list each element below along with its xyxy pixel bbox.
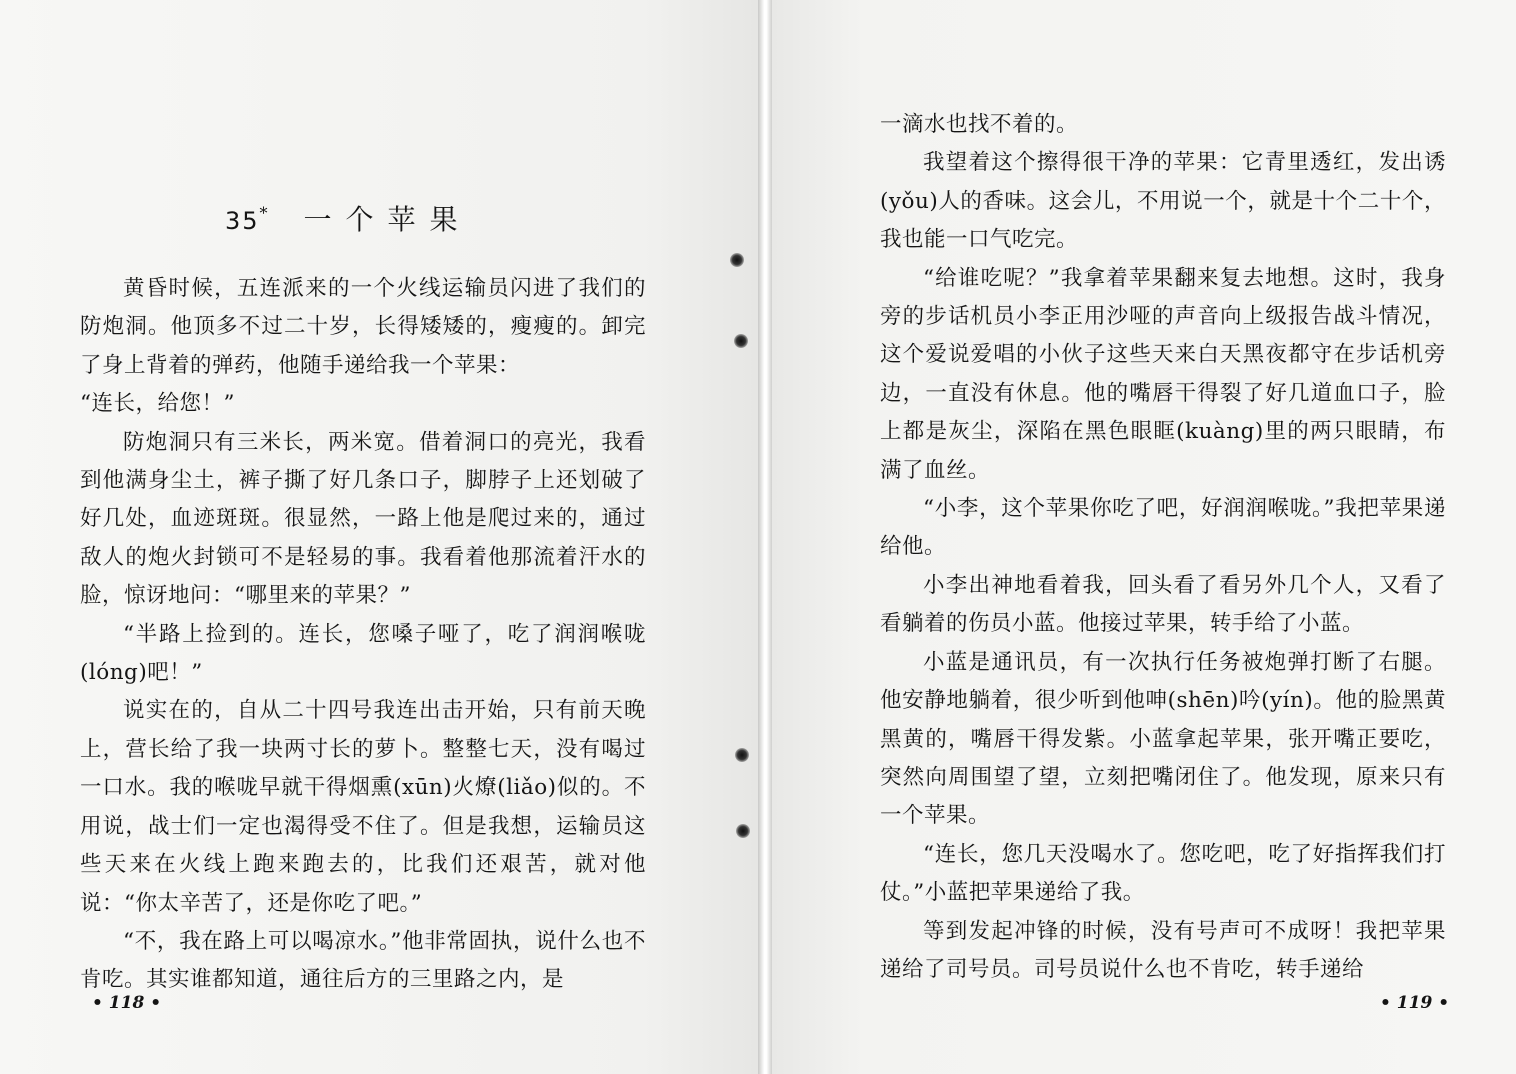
paragraph: “小李，这个苹果你吃了吧，好润润喉咙。”我把苹果递给他。 <box>880 496 1446 560</box>
paragraph: 我望着这个擦得很干净的苹果：它青里透红，发出诱(yǒu)人的香味。这会儿，不用说一个，就是十个二十个，我也能一口气吃完。 <box>880 150 1446 253</box>
chapter-title-text: 一个苹果 <box>303 203 472 236</box>
paragraph: “连长，您几天没喝水了。您吃吧，吃了好指挥我们打仗。”小蓝把苹果递给了我。 <box>880 841 1446 906</box>
paragraph: 防炮洞只有三米长，两米宽。借着洞口的亮光，我看到他满身尘土，裤子撕了好几条口子，脚脖子上还划破了好几处，血迹斑斑。很显然，一路上他是爬过来的，通过敌人的炮火封锁可不是轻易的事。我看着他那流着汗水的脸，惊讶地问：“哪里来的苹果？” <box>80 429 646 609</box>
page-number: • 119 • <box>1380 993 1450 1013</box>
paragraph: “不，我在路上可以喝凉水。”他非常固执，说什么也不肯吃。其实谁都知道，通往后方的三里路之内，是 <box>80 928 646 993</box>
paragraph: 小蓝是通讯员，有一次执行任务被炮弹打断了右腿。他安静地躺着，很少听到他呻(shēn)吟(yín)。他的脸黑黄黑黄的，嘴唇干得发紫。小蓝拿起苹果，张开嘴正要吃，突然向周围望了望，立刻把嘴闭住了。他发现，原来只有一个苹果。 <box>880 649 1446 829</box>
binding-hole <box>730 253 744 267</box>
chapter-mark: * <box>259 203 270 223</box>
binding-hole <box>735 748 749 762</box>
paragraph: 小李出神地看着我，回头看了看另外几个人，又看了看躺着的伤员小蓝。他接过苹果，转手给了小蓝。 <box>880 572 1446 637</box>
binding-hole <box>736 824 750 838</box>
paragraph: 等到发起冲锋的时候，没有号声可不成呀！我把苹果递给了司号员。司号员说什么也不肯吃，转手递给 <box>880 918 1446 982</box>
chapter-number: 35 <box>225 207 260 235</box>
chapter-title <box>225 198 472 238</box>
right-page <box>772 0 1516 1074</box>
paragraph: “半路上捡到的。连长，您嗓子哑了，吃了润润喉咙(lóng)吧！” <box>80 621 646 686</box>
paragraph: 说实在的，自从二十四号我连出击开始，只有前天晚上，营长给了我一块两寸长的萝卜。整整七天，没有喝过一口水。我的喉咙早就干得烟熏(xūn)火燎(liǎo)似的。不用说，战士们一定也渴得受不住了。但是我想，运输员这些天来在火线上跑来跑去的，比我们还艰苦，就对他说：“你太辛苦了，还是你吃了吧。” <box>80 698 646 916</box>
paragraph: 黄昏时候，五连派来的一个火线运输员闪进了我们的防炮洞。他顶多不过二十岁，长得矮矮的，瘦瘦的。卸完了身上背着的弹药，他随手递给我一个苹果： <box>80 276 646 378</box>
paragraph: 一滴水也找不着的。 <box>880 112 1079 137</box>
right-body-text <box>880 106 1446 989</box>
left-body-text <box>80 270 646 1000</box>
book-gutter <box>758 0 772 1074</box>
paragraph: “给谁吃呢？”我拿着苹果翻来复去地想。这时，我身旁的步话机员小李正用沙哑的声音向上级报告战斗情况，这个爱说爱唱的小伙子这些天来白天黑夜都守在步话机旁边，一直没有休息。他的嘴唇干得裂了好几道血口子，脸上都是灰尘，深陷在黑色眼眶(kuàng)里的两只眼睛，布满了血丝。 <box>880 265 1446 483</box>
paragraph: “连长，给您！” <box>80 391 235 417</box>
page-number: • 118 • <box>92 993 162 1013</box>
binding-hole <box>734 334 748 348</box>
